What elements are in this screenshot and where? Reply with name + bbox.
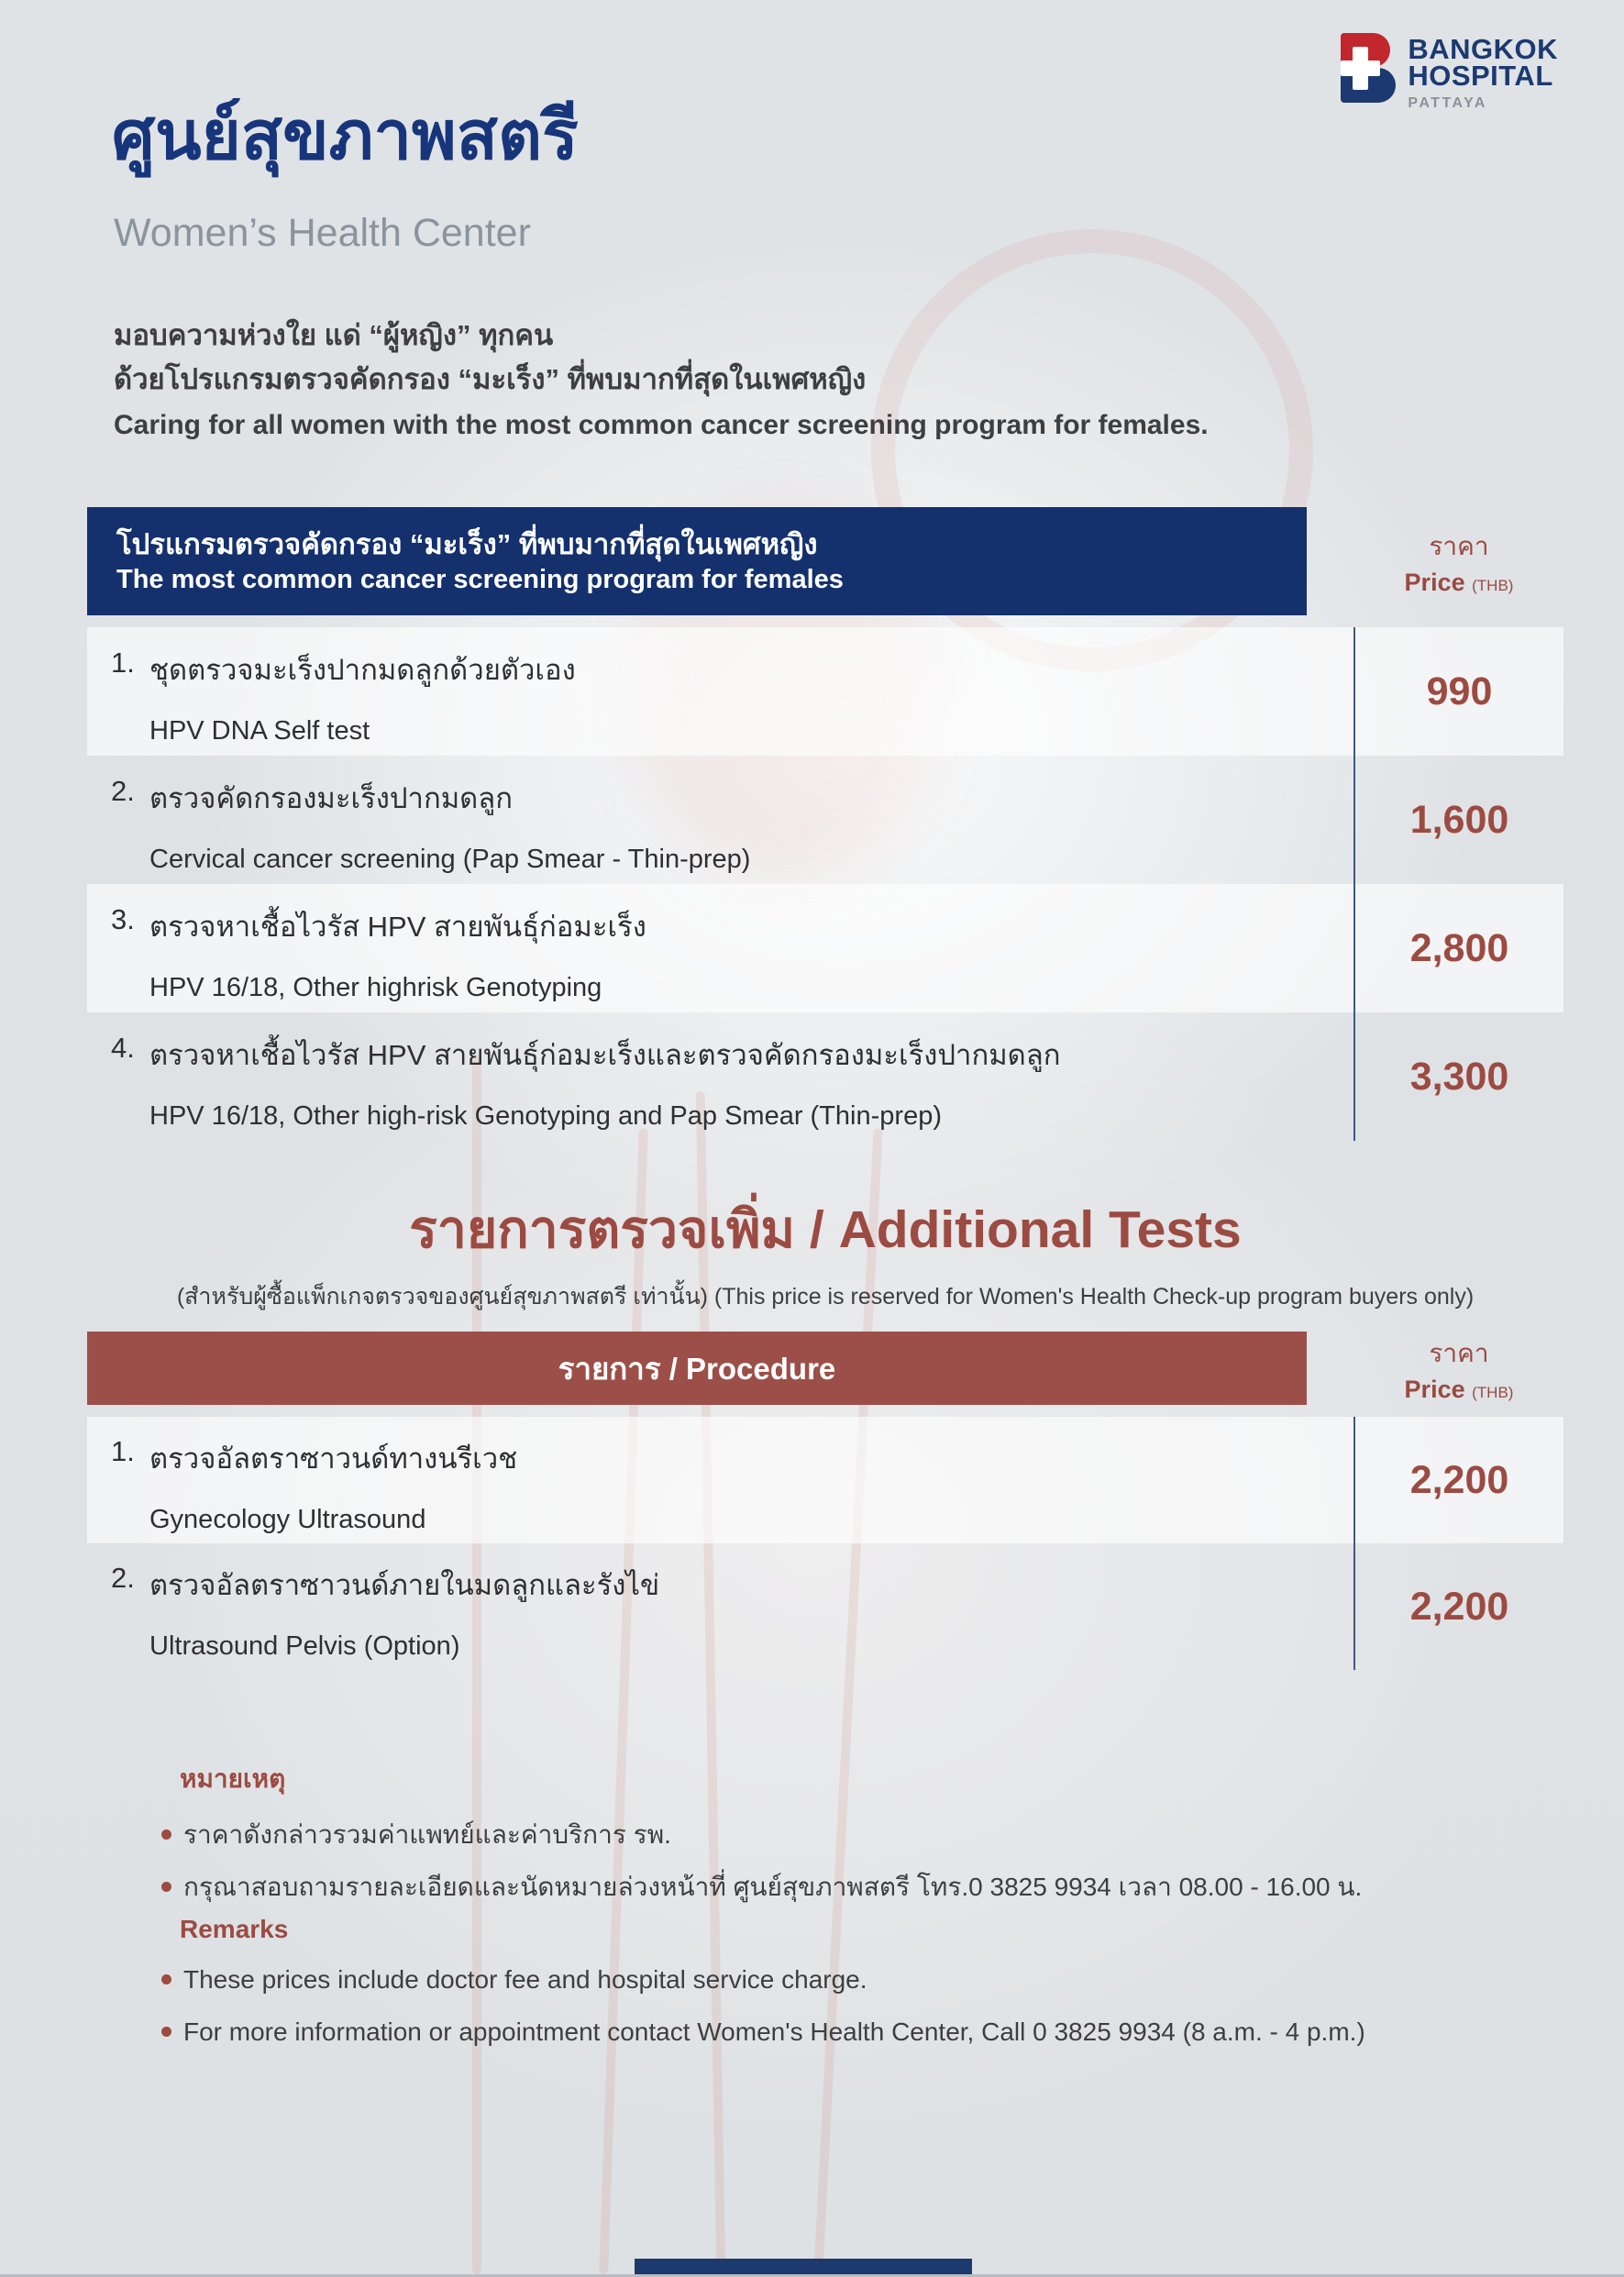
bullet-icon: [161, 1829, 171, 1840]
bullet-icon: [161, 1882, 171, 1892]
remark-item: ราคาดังกล่าวรวมค่าแพทย์และค่าบริการ รพ.: [161, 1818, 1362, 1851]
intro-th-line2: ด้วยโปรแกรมตรวจคัดกรอง “มะเร็ง” ที่พบมากที่สุดในเพศหญิง: [114, 363, 867, 396]
additional-tests-heading: รายการตรวจเพิ่ม / Additional Tests: [409, 1200, 1242, 1259]
bullet-icon: [161, 2027, 171, 2037]
price-column-header: ราคา Price (THB): [1404, 1338, 1514, 1403]
remarks-thai-heading: หมายเหตุ: [180, 1764, 286, 1793]
item-title-th: ตรวจคัดกรองมะเร็งปากมดลูก: [149, 781, 514, 814]
logo-name-line2: HOSPITAL: [1408, 59, 1553, 92]
item-title-en: HPV 16/18, Other highrisk Genotyping: [149, 972, 602, 1002]
remark-item: These prices include doctor fee and hospital service charge.: [161, 1963, 1365, 1996]
item-price: 2,200: [1353, 1417, 1563, 1543]
screening-header-en: The most common cancer screening program for females: [116, 565, 844, 595]
item-title-en: Cervical cancer screening (Pap Smear - Thin-prep): [149, 844, 751, 874]
item-title-en: Ultrasound Pelvis (Option): [149, 1630, 460, 1661]
screening-table-header: [87, 507, 1307, 615]
hospital-cross-icon: [1341, 33, 1396, 103]
intro-block: [114, 314, 1209, 441]
item-number: 2.: [111, 774, 135, 807]
remarks-thai: [161, 1759, 1362, 1905]
item-title-en: HPV 16/18, Other high-risk Genotyping and Pap Smear (Thin-prep): [149, 1100, 942, 1131]
item-number: 4.: [111, 1031, 135, 1064]
intro-th-line1: มอบความห่วงใย แด่ “ผู้หญิง” ทุกคน: [114, 319, 554, 351]
procedure-table: [87, 1332, 1563, 1670]
table-row: [87, 1012, 1563, 1141]
table-row: [87, 1543, 1563, 1670]
item-title-th: ตรวจหาเชื้อไวรัส HPV สายพันธุ์ก่อมะเร็งและตรวจคัดกรองมะเร็งปากมดลูก: [149, 1038, 1061, 1071]
item-title-th: ชุดตรวจมะเร็งปากมดลูกด้วยตัวเอง: [149, 653, 576, 686]
screening-header-th: โปรแกรมตรวจคัดกรอง “มะเร็ง” ที่พบมากที่สุดในเพศหญิง: [116, 527, 818, 560]
item-number: 3.: [111, 902, 135, 935]
item-title-th: ตรวจอัลตราซาวนด์ภายในมดลูกและรังไข่: [149, 1568, 660, 1601]
price-column-header: ราคา Price (THB): [1404, 531, 1514, 596]
table-row: [87, 627, 1563, 756]
logo-location: PATTAYA: [1408, 95, 1487, 112]
table-row: [87, 1417, 1563, 1543]
item-number: 2.: [111, 1561, 135, 1594]
additional-tests-subheading: (สำหรับผู้ซื้อแพ็กเกจตรวจของศูนย์สุขภาพสตรี เท่านั้น) (This price is reserved for Women's Health Check-up program buyers only): [176, 1284, 1475, 1310]
logo-name-line1: BANGKOK: [1408, 33, 1558, 65]
procedure-table-header: รายการ / Procedure: [87, 1332, 1307, 1405]
table-row: [87, 756, 1563, 884]
item-title-th: ตรวจอัลตราซาวนด์ทางนรีเวช: [149, 1442, 518, 1475]
item-title-th: ตรวจหาเชื้อไวรัส HPV สายพันธุ์ก่อมะเร็ง: [149, 910, 646, 943]
page-title-en: Women’s Health Center: [114, 211, 531, 255]
item-title-en: Gynecology Ultrasound: [149, 1504, 426, 1534]
bottom-accent-bar: [635, 2259, 972, 2274]
item-price: 2,800: [1353, 884, 1563, 1012]
item-title-en: HPV DNA Self test: [149, 715, 370, 746]
item-price: 1,600: [1353, 756, 1563, 884]
item-number: 1.: [111, 646, 135, 679]
item-price: 3,300: [1353, 1012, 1563, 1141]
bullet-icon: [161, 1974, 171, 1984]
screening-table: [87, 507, 1563, 1141]
item-number: 1.: [111, 1434, 135, 1467]
remark-item: กรุณาสอบถามรายละเอียดและนัดหมายล่วงหน้าที่ ศูนย์สุขภาพสตรี โทร.0 3825 9934 เวลา 08.00 - 16.00 น.: [161, 1871, 1362, 1904]
item-price: 990: [1353, 627, 1563, 756]
remark-item: For more information or appointment contact Women's Health Center, Call 0 3825 9934 (8 a.m. - 4 p.m.): [161, 2016, 1365, 2049]
intro-en: Caring for all women with the most common cancer screening program for females.: [114, 410, 1209, 441]
page-title-th: ศูนย์สุขภาพสตรี: [112, 97, 579, 173]
remarks-english-heading: Remarks: [180, 1915, 289, 1943]
bangkok-hospital-logo: [1341, 33, 1558, 111]
item-price: 2,200: [1353, 1543, 1563, 1670]
remarks-english: [161, 1915, 1365, 2050]
table-row: [87, 884, 1563, 1012]
